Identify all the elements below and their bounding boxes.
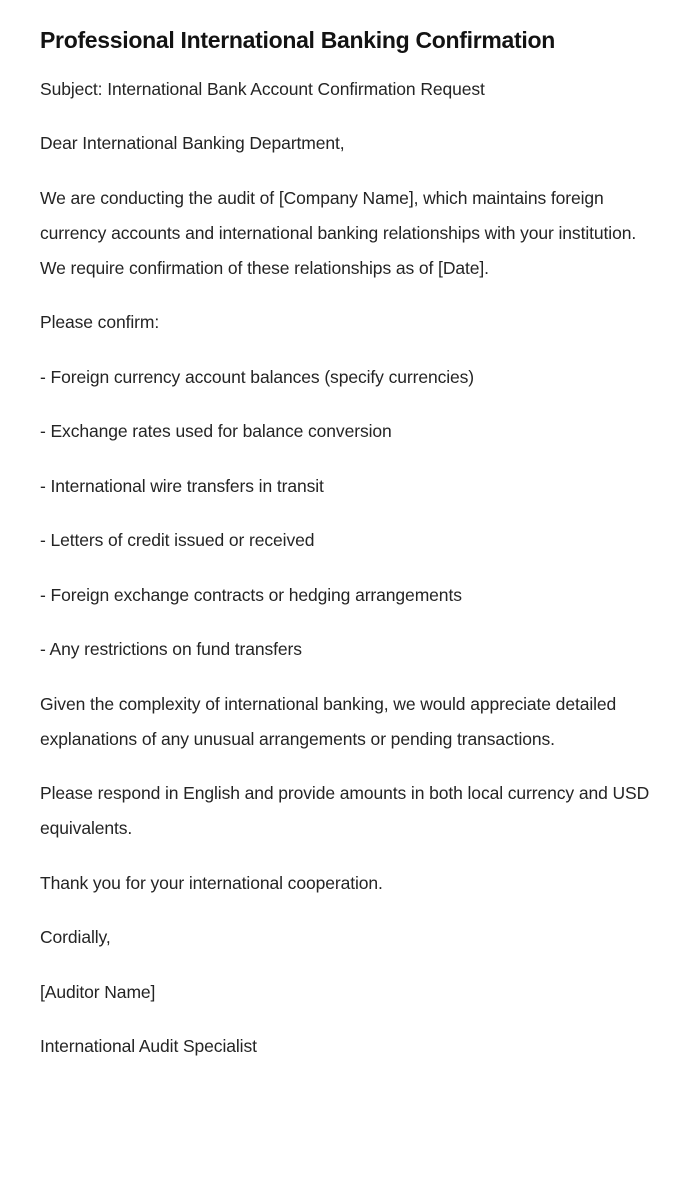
complexity-paragraph: Given the complexity of international banking, we would appreciate detailed explanations of any unusual arrangements or pending transactions. bbox=[40, 693, 617, 749]
list-item-fund-restrictions: - Any restrictions on fund transfers bbox=[40, 639, 302, 659]
list-item-exchange-rates: - Exchange rates used for balance conversion bbox=[40, 421, 392, 441]
confirm-lead-in: Please confirm: bbox=[40, 312, 160, 332]
response-instructions-paragraph: Please respond in English and provide amounts in both local currency and USD equivalents. bbox=[40, 783, 650, 838]
list-item-fx-contracts: - Foreign exchange contracts or hedging arrangements bbox=[40, 584, 462, 605]
signature-name: [Auditor Name] bbox=[40, 981, 156, 1002]
audit-intro-paragraph: We are conducting the audit of [Company Name], which maintains foreign currency accounts and international banking relationships with your institution. We require confirmation of these relationships as of [Date]. bbox=[40, 187, 637, 278]
signature-title: International Audit Specialist bbox=[40, 1036, 257, 1056]
list-item-currency-balances: - Foreign currency account balances (specify currencies) bbox=[40, 366, 475, 387]
page-title: Professional International Banking Confirmation bbox=[40, 27, 555, 53]
list-item-wire-transfers: - International wire transfers in transit bbox=[40, 475, 324, 496]
closing-salutation: Cordially, bbox=[40, 927, 111, 947]
thank-you-line: Thank you for your international cooperation. bbox=[40, 872, 383, 893]
salutation: Dear International Banking Department, bbox=[40, 133, 345, 153]
list-item-letters-of-credit: - Letters of credit issued or received bbox=[40, 530, 315, 550]
subject-line: Subject: International Bank Account Confirmation Request bbox=[40, 78, 485, 99]
